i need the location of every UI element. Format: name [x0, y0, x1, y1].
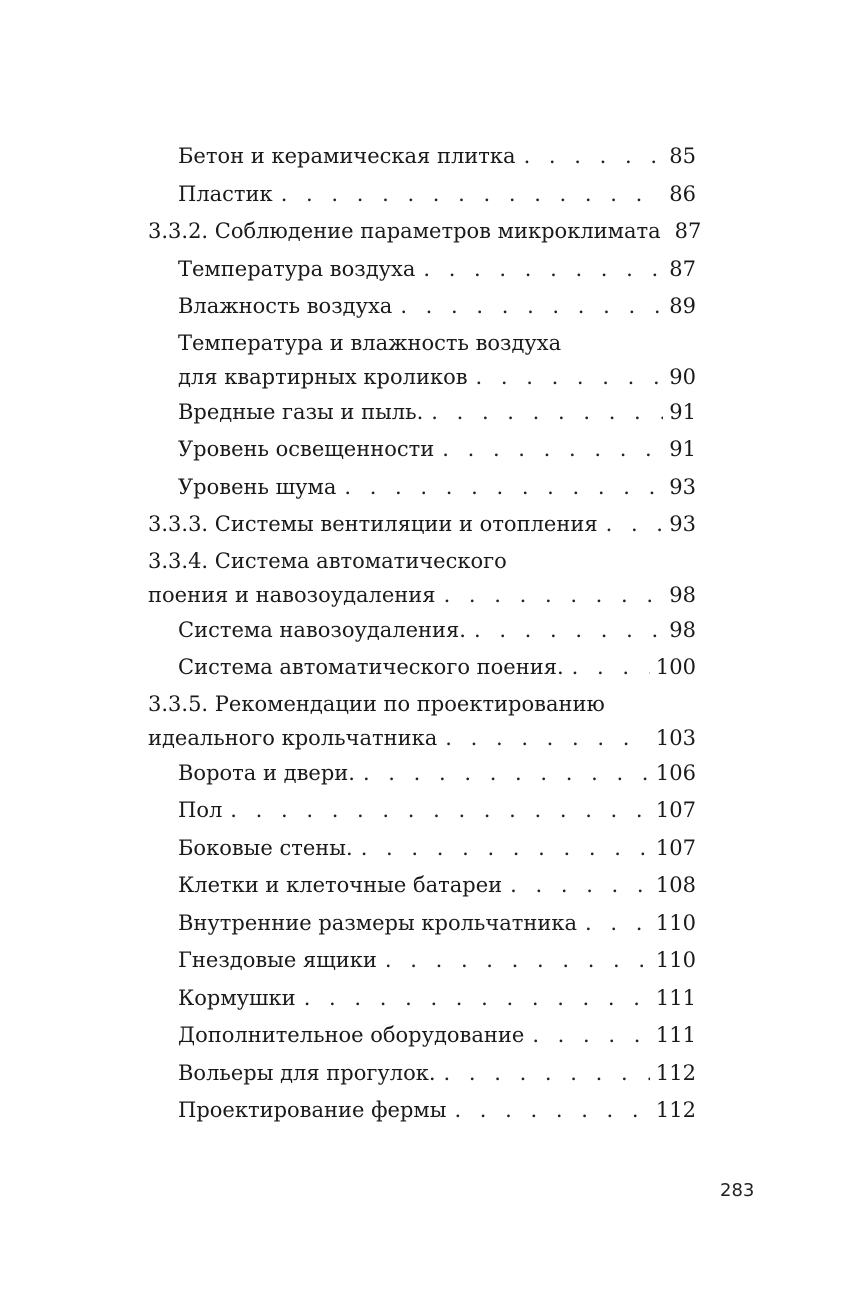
dot-leader [444, 578, 664, 612]
toc-entry[interactable] [148, 431, 696, 469]
toc-entry-label: Боковые стены. [178, 835, 353, 860]
toc-entry-page: 86 [669, 181, 696, 206]
dot-leader [532, 1017, 650, 1055]
toc-entry-label: Температура воздуха [178, 256, 416, 281]
dot-leader [510, 867, 650, 905]
toc-entry[interactable] [148, 138, 696, 176]
dot-leader [400, 288, 663, 326]
toc-entry-label: Пластик [178, 181, 273, 206]
toc-section-entry[interactable] [148, 544, 696, 612]
toc-entry[interactable] [148, 1092, 696, 1130]
toc-entry-label: 3.3.2. Соблюдение параметров микроклимата [148, 219, 661, 243]
dot-leader [431, 394, 663, 432]
toc-entry-label-line1: 3.3.5. Рекомендации по проектированию [148, 691, 605, 716]
toc-entry-page: 112 [655, 1098, 696, 1122]
toc-entry[interactable] [148, 469, 696, 507]
dot-leader [230, 792, 650, 830]
toc-entry-page: 108 [655, 873, 696, 897]
toc-entry-label-line2: поения и навозоудаления [148, 582, 436, 607]
dot-leader [304, 980, 650, 1018]
toc-entry-page: 106 [655, 760, 696, 785]
dot-leader [524, 138, 664, 176]
toc-entry[interactable] [148, 980, 696, 1018]
dot-leader [281, 176, 664, 214]
toc-entry-label: Бетон и керамическая плитка [178, 144, 516, 168]
toc-entry[interactable] [148, 394, 696, 432]
toc-entry-label: Кормушки [178, 985, 296, 1010]
toc-entry-page: 100 [655, 655, 696, 679]
toc-entry[interactable] [148, 792, 696, 830]
toc-entry-label: Уровень освещенности [178, 437, 435, 461]
toc-entry-label: Система автоматического поения. [178, 655, 564, 679]
toc-entry-label: Система навозоудаления. [178, 617, 466, 642]
toc-entry-page: 93 [669, 512, 696, 536]
dot-leader [363, 755, 650, 793]
toc-entry[interactable] [148, 905, 696, 943]
toc-entry-label: 3.3.3. Системы вентиляции и отопления [148, 512, 598, 536]
toc-entry-page: 103 [655, 725, 696, 750]
toc-entry-label: Уровень шума [178, 474, 337, 499]
toc-entry-page: 107 [655, 835, 696, 860]
toc-entry-label: Вольеры для прогулок. [178, 1060, 436, 1085]
toc-entry-label: Ворота и двери. [178, 760, 355, 785]
toc-entry-page: 111 [655, 1023, 696, 1047]
toc-entry-page: 93 [669, 474, 696, 499]
toc-entry-label: Влажность воздуха [178, 294, 393, 318]
toc-entry[interactable] [148, 251, 696, 289]
toc-entry-label: Клетки и клеточные батареи [178, 873, 503, 897]
toc-entry[interactable] [148, 649, 696, 687]
toc-entry-page: 110 [655, 948, 696, 972]
table-of-contents [148, 138, 702, 1130]
toc-entry[interactable] [148, 612, 696, 650]
toc-entry-page: 89 [669, 294, 696, 318]
toc-entry[interactable] [148, 288, 696, 326]
toc-entry[interactable] [148, 1017, 696, 1055]
toc-entry-page: 111 [655, 985, 696, 1010]
toc-entry[interactable] [148, 1055, 696, 1093]
dot-leader [585, 905, 650, 943]
toc-entry-label: Пол [178, 798, 223, 822]
dot-leader [361, 830, 650, 868]
dot-leader [442, 431, 663, 469]
toc-entry-page: 98 [669, 617, 696, 642]
toc-section-entry[interactable] [148, 506, 696, 544]
dot-leader [344, 469, 663, 507]
toc-entry-page: 110 [655, 910, 696, 935]
dot-leader [423, 251, 663, 289]
toc-entry-page: 112 [655, 1060, 696, 1085]
toc-entry-page: 91 [669, 399, 696, 424]
dot-leader [572, 649, 650, 687]
dot-leader [476, 360, 664, 394]
toc-entry-label-line2: для квартирных кроликов [178, 364, 468, 389]
toc-entry-label: Вредные газы и пыль. [178, 399, 424, 424]
dot-leader [385, 942, 650, 980]
toc-entry[interactable] [148, 755, 696, 793]
toc-entry[interactable] [148, 326, 696, 394]
toc-entry-label: Гнездовые ящики [178, 948, 377, 972]
toc-entry[interactable] [148, 176, 696, 214]
toc-entry-label: Проектирование фермы [178, 1098, 447, 1122]
toc-entry-page: 87 [669, 256, 696, 281]
dot-leader [445, 721, 650, 755]
toc-entry-label-line1: 3.3.4. Система автоматического [148, 548, 507, 573]
toc-section-entry[interactable] [148, 687, 696, 755]
toc-entry[interactable] [148, 867, 696, 905]
toc-entry[interactable] [148, 942, 696, 980]
dot-leader [606, 506, 664, 544]
toc-entry-label-line1: Температура и влажность воздуха [178, 330, 562, 355]
page-number: 283 [720, 1180, 755, 1201]
toc-entry-page: 98 [669, 582, 696, 607]
dot-leader [474, 612, 663, 650]
toc-entry[interactable] [148, 830, 696, 868]
toc-entry-label: Внутренние размеры крольчатника [178, 910, 578, 935]
toc-entry-page: 107 [655, 798, 696, 822]
toc-section-entry[interactable] [148, 213, 702, 251]
toc-entry-page: 90 [669, 364, 696, 389]
toc-entry-label-line2: идеального крольчатника [148, 725, 438, 750]
dot-leader [454, 1092, 649, 1130]
toc-entry-page: 91 [669, 437, 696, 461]
toc-entry-page: 87 [674, 219, 702, 243]
toc-entry-page: 85 [669, 144, 696, 168]
toc-entry-label: Дополнительное оборудование [178, 1023, 525, 1047]
dot-leader [444, 1055, 650, 1093]
